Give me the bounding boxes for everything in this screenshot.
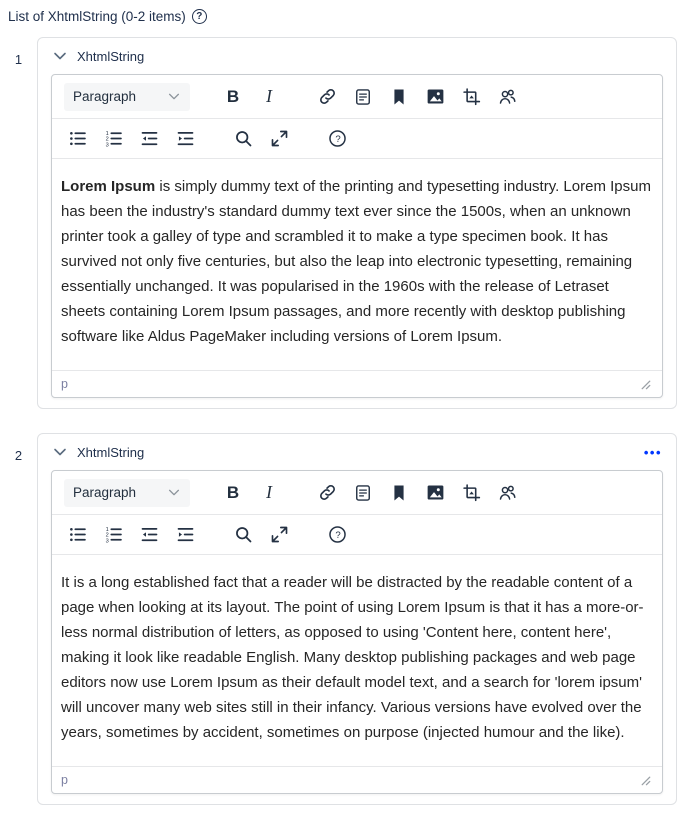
- chevron-down-icon: [167, 486, 181, 499]
- personalization-button[interactable]: [494, 84, 520, 110]
- personalization-people-icon: [497, 482, 518, 503]
- fullscreen-icon: [269, 524, 290, 545]
- search-icon: [233, 128, 254, 149]
- item-header[interactable]: [38, 38, 676, 74]
- editor-statusbar: [52, 370, 662, 397]
- italic-button[interactable]: [256, 84, 282, 110]
- indent-icon: [175, 128, 196, 149]
- italic-label: I: [266, 482, 272, 502]
- paragraph-format-select[interactable]: [64, 83, 190, 111]
- xhtml-item-card: [37, 37, 677, 409]
- xhtml-item-card: [37, 433, 677, 805]
- insert-image-button[interactable]: [422, 480, 448, 506]
- help-icon: [327, 524, 348, 545]
- insert-link-icon: [317, 86, 338, 107]
- item-title: XhtmlString: [77, 48, 145, 64]
- element-path[interactable]: p: [61, 773, 68, 787]
- bullet-list-button[interactable]: [64, 522, 90, 548]
- numbered-list-icon: [103, 128, 124, 149]
- bold-label: B: [226, 482, 240, 502]
- resize-handle-icon[interactable]: [638, 377, 653, 392]
- image-editor-button[interactable]: [458, 480, 484, 506]
- numbered-list-button[interactable]: [100, 522, 126, 548]
- snippet-document-icon: [353, 483, 373, 503]
- paragraph-format-select[interactable]: [64, 479, 190, 507]
- paragraph-format-value: Paragraph: [73, 89, 137, 104]
- editor-toolbar-row-2: [52, 515, 662, 555]
- anchor-bookmark-icon: [389, 483, 409, 503]
- bullet-list-icon: [67, 524, 88, 545]
- editor-toolbar-row-2: [52, 119, 662, 159]
- indent-button[interactable]: [172, 126, 198, 152]
- editor-content-area[interactable]: [52, 555, 662, 766]
- editor-paragraph: [61, 570, 653, 745]
- insert-snippet-button[interactable]: [350, 84, 376, 110]
- search-icon: [233, 524, 254, 545]
- list-item: [0, 37, 677, 409]
- anchor-bookmark-button[interactable]: [386, 84, 412, 110]
- list-item: [0, 433, 677, 805]
- bold-lead-text: Lorem Ipsum: [61, 178, 156, 195]
- item-index: 1: [14, 52, 23, 67]
- item-header[interactable]: [38, 434, 676, 470]
- personalization-button[interactable]: [494, 480, 520, 506]
- item-title: XhtmlString: [77, 444, 145, 460]
- editor-content-area[interactable]: [52, 159, 662, 370]
- rich-text-editor: [51, 470, 663, 794]
- bold-label: B: [226, 86, 240, 106]
- fullscreen-button[interactable]: [266, 126, 292, 152]
- anchor-bookmark-button[interactable]: [386, 480, 412, 506]
- search-button[interactable]: [230, 522, 256, 548]
- image-editor-crop-icon: [461, 86, 482, 107]
- search-button[interactable]: [230, 126, 256, 152]
- insert-snippet-button[interactable]: [350, 480, 376, 506]
- indent-button[interactable]: [172, 522, 198, 548]
- fullscreen-icon: [269, 128, 290, 149]
- resize-handle-icon[interactable]: [638, 773, 653, 788]
- element-path[interactable]: p: [61, 377, 68, 391]
- editor-toolbar-row-1: [52, 75, 662, 119]
- snippet-document-icon: [353, 87, 373, 107]
- indent-icon: [175, 524, 196, 545]
- property-help-icon[interactable]: ?: [192, 9, 207, 24]
- bullet-list-button[interactable]: [64, 126, 90, 152]
- list-property-label-text: List of XhtmlString (0-2 items): [8, 9, 186, 24]
- chevron-down-icon: [167, 90, 181, 103]
- paragraph-text: It is a long established fact that a reader will be distracted by the readable content of a page when looking at its layout. The point of using Lorem Ipsum is that it has a more-or-less normal distribution of letters, as opposed to using 'Content here, content here', making it look like readable English. Many desktop publishing packages and web page editors now use Lorem Ipsum as their default model text, and a search for 'lorem ipsum' will uncover many web sites still in their infancy. Various versions have evolved over the years, sometimes by accident, sometimes on purpose (injected humour and the like).: [61, 574, 644, 741]
- outdent-icon: [139, 524, 160, 545]
- numbered-list-icon: [103, 524, 124, 545]
- insert-link-button[interactable]: [314, 480, 340, 506]
- personalization-people-icon: [497, 86, 518, 107]
- bullet-list-icon: [67, 128, 88, 149]
- bold-button[interactable]: [220, 480, 246, 506]
- collapse-chevron-icon[interactable]: [52, 445, 68, 459]
- item-index: 2: [14, 448, 23, 463]
- rich-text-editor: [51, 74, 663, 398]
- insert-image-icon: [425, 86, 446, 107]
- paragraph-text: is simply dummy text of the printing and typesetting industry. Lorem Ipsum has been the industry's standard dummy text ever since the 1500s, when an unknown printer took a galley of type and scrambled it to make a type specimen book. It has survived not only five centuries, but also the leap into electronic typesetting, remaining essentially unchanged. It was popularised in the 1960s with the release of Letraset sheets containing Lorem Ipsum passages, and more recently with desktop publishing software like Aldus PageMaker including versions of Lorem Ipsum.: [61, 178, 651, 345]
- bold-button[interactable]: [220, 84, 246, 110]
- image-editor-crop-icon: [461, 482, 482, 503]
- paragraph-format-value: Paragraph: [73, 485, 137, 500]
- collapse-chevron-icon[interactable]: [52, 49, 68, 63]
- help-button[interactable]: [324, 126, 350, 152]
- numbered-list-button[interactable]: [100, 126, 126, 152]
- editor-toolbar-row-1: [52, 471, 662, 515]
- insert-link-button[interactable]: [314, 84, 340, 110]
- editor-statusbar: [52, 766, 662, 793]
- italic-button[interactable]: [256, 480, 282, 506]
- insert-image-icon: [425, 482, 446, 503]
- item-menu-button[interactable]: •••: [643, 444, 662, 460]
- insert-image-button[interactable]: [422, 84, 448, 110]
- italic-label: I: [266, 86, 272, 106]
- outdent-button[interactable]: [136, 126, 162, 152]
- anchor-bookmark-icon: [389, 87, 409, 107]
- image-editor-button[interactable]: [458, 84, 484, 110]
- editor-paragraph: [61, 174, 653, 349]
- outdent-button[interactable]: [136, 522, 162, 548]
- insert-link-icon: [317, 482, 338, 503]
- outdent-icon: [139, 128, 160, 149]
- help-icon: [327, 128, 348, 149]
- help-button[interactable]: [324, 522, 350, 548]
- fullscreen-button[interactable]: [266, 522, 292, 548]
- list-property-label: [8, 9, 692, 24]
